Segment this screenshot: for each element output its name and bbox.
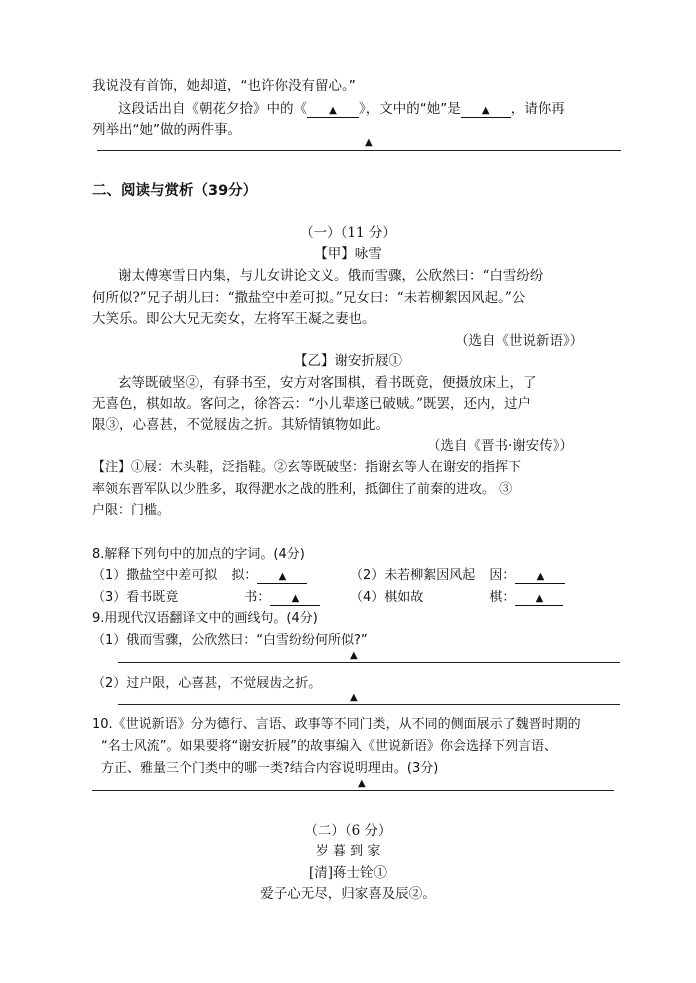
answer-line[interactable] — [97, 150, 621, 151]
text-fragment: 这段话出自《朝花夕拾》中的《 — [118, 101, 307, 117]
answer-line[interactable] — [118, 704, 620, 705]
text-line: 我说没有首饰，她却道，“也许你没有留心。” — [92, 78, 356, 94]
passage-line: 谢太傅寒雪日内集，与儿女讲论文义。俄而雪骤，公欣然曰：“白雪纷纷 — [118, 268, 544, 284]
answer-blank[interactable] — [257, 569, 307, 584]
question-line — [118, 97, 565, 118]
section-title: 二、阅读与赏析（39分） — [92, 183, 258, 199]
question-line: “名士风流”。如果要将“谢安折屐”的故事编入《世说新语》你会选择下列言语、 — [101, 739, 557, 754]
passage-line: 大笑乐。即公大兄无奕女，左将军王凝之妻也。 — [92, 311, 376, 327]
text-fragment: 》，文中的“她”是 — [359, 101, 461, 117]
passage-title: 【甲】咏雪 — [314, 246, 382, 262]
question-line: 方正、雅量三个门类中的哪一类?结合内容说明理由。(3分) — [101, 761, 439, 776]
answer-line[interactable] — [92, 790, 614, 791]
part-heading: （二）（6 分） — [304, 823, 392, 839]
q8-item-3 — [92, 586, 320, 606]
q8-item-1 — [92, 564, 307, 584]
question-stem: 8.解释下列句中的加点的字词。(4分) — [92, 547, 305, 562]
answer-blank[interactable] — [307, 102, 359, 118]
passage-title: 【乙】谢安折屐① — [294, 353, 402, 369]
answer-blank[interactable] — [270, 591, 320, 606]
q8-item-4 — [350, 586, 563, 606]
triangle-icon: ▲ — [536, 571, 545, 582]
answer-blank[interactable] — [515, 569, 565, 584]
poem-line: 爱子心无尽，归家喜及辰②。 — [260, 886, 436, 902]
passage-source: （选自《晋书·谢安传》） — [427, 438, 574, 454]
item-label: （1）撒盐空中差可拟 — [92, 568, 218, 583]
answer-line[interactable] — [118, 662, 620, 663]
translation-sentence: （2）过户限，心喜甚，不觉屐齿之折。 — [92, 676, 322, 691]
passage-line: 玄等既破坚②，有驿书至，安方对客围棋，看书既竟，便摄放床上，了 — [118, 375, 537, 391]
question-line: 10.《世说新语》分为德行、言语、政事等不同门类，从不同的侧面展示了魏晋时期的 — [92, 717, 581, 732]
item-key: 棋： — [489, 590, 516, 605]
triangle-icon: ▲ — [358, 778, 366, 789]
answer-blank[interactable] — [461, 102, 511, 118]
passage-source: （选自《世说新语》） — [455, 333, 584, 349]
answer-blank[interactable] — [515, 591, 563, 606]
poem-title: 岁 暮 到 家 — [315, 844, 381, 859]
item-key: 拟： — [231, 568, 258, 583]
passage-line: 限③，心喜甚，不觉屐齿之折。其矫情镇物如此。 — [92, 417, 389, 433]
item-label: （4）棋如故 — [350, 590, 424, 605]
text-fragment: ，请你再 — [510, 101, 565, 117]
poem-author: [清]蒋士铨① — [308, 865, 388, 881]
text-line: 列举出“她”做的两件事。 — [92, 122, 241, 138]
triangle-icon: ▲ — [535, 593, 544, 604]
item-label: （3）看书既竟 — [92, 590, 179, 605]
item-key: 因： — [489, 568, 516, 583]
item-label: （2）未若柳絮因风起 — [350, 568, 476, 583]
part-heading: （一）（11 分） — [300, 225, 396, 241]
passage-line: 何所似?”兄子胡儿曰：“撒盐空中差可拟。”兄女曰：“未若柳絮因风起。”公 — [92, 290, 526, 306]
triangle-icon: ▲ — [350, 692, 358, 703]
question-stem: 9.用现代汉语翻译文中的画线句。(4分) — [92, 611, 318, 626]
triangle-icon: ▲ — [278, 571, 287, 582]
note-line: 率领东晋军队以少胜多，取得淝水之战的胜利，抵御住了前秦的进攻。 ③ — [92, 482, 513, 497]
q8-item-2 — [350, 564, 565, 584]
triangle-icon: ▲ — [291, 593, 300, 604]
translation-sentence: （1）俄而雪骤，公欣然曰：“白雪纷纷何所似?” — [92, 633, 368, 648]
item-key: 书： — [244, 590, 271, 605]
triangle-icon: ▲ — [329, 105, 337, 116]
triangle-icon: ▲ — [365, 137, 373, 148]
note-line: 【注】①屐：木头鞋，泛指鞋。②玄等既破坚：指谢玄等人在谢安的指挥下 — [92, 460, 522, 475]
passage-line: 无喜色，棋如故。客问之，徐答云：“小儿辈遂已破贼。”既罢，还内，过户 — [92, 396, 532, 412]
triangle-icon: ▲ — [481, 105, 490, 116]
note-line: 户限：门槛。 — [92, 503, 171, 518]
triangle-icon: ▲ — [350, 650, 358, 661]
